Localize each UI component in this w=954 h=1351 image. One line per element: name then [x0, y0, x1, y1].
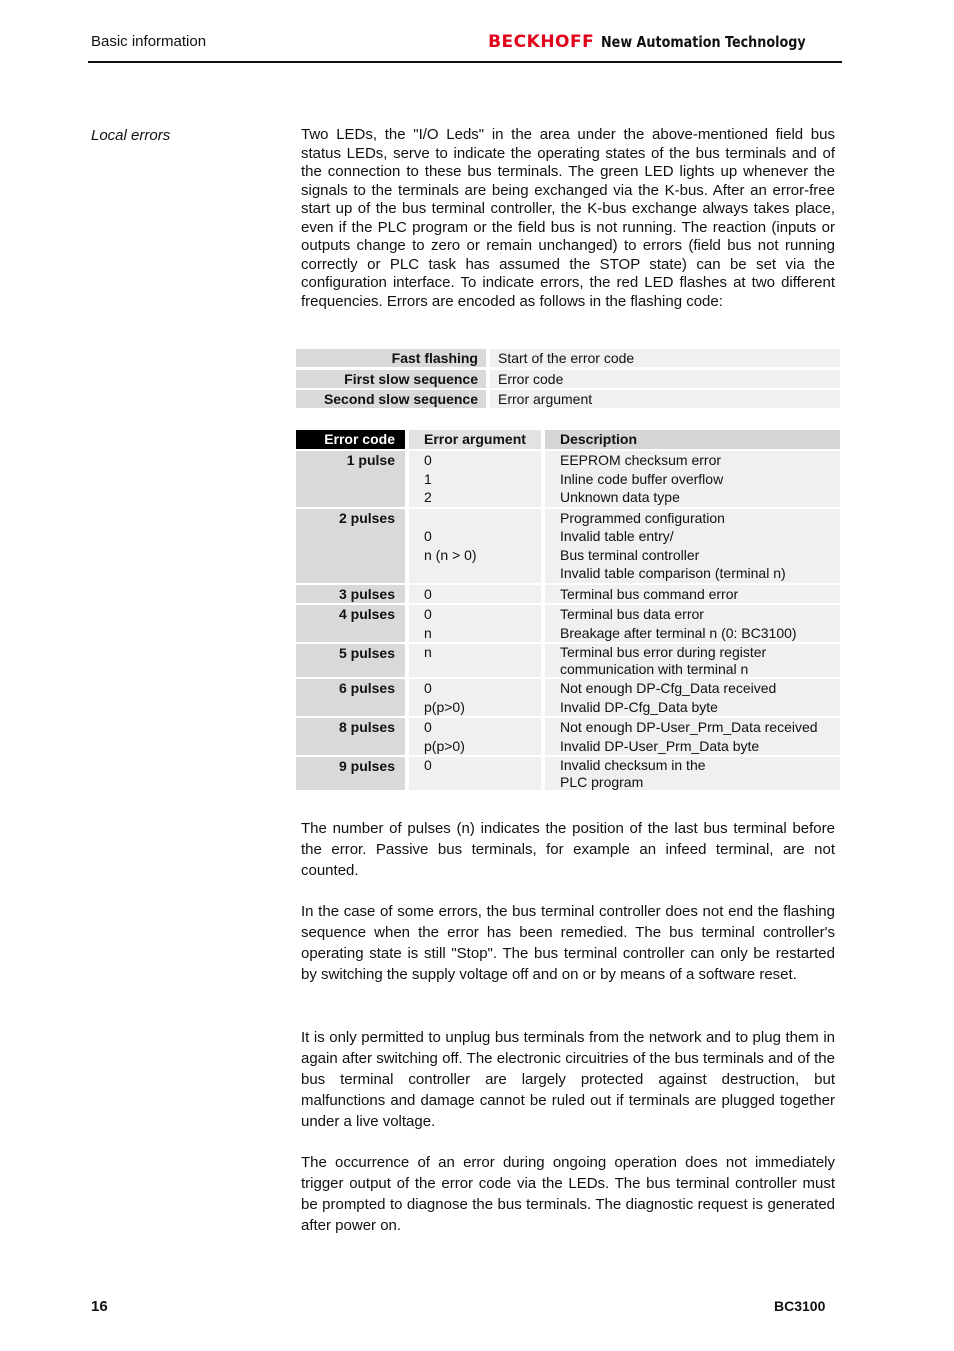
flash-code-row	[296, 390, 840, 408]
margin-heading: Local errors	[91, 127, 171, 144]
description-line: Bus terminal controller	[560, 546, 700, 563]
description-line: Unknown data type	[560, 489, 680, 505]
description-line: Not enough DP-Cfg_Data received	[560, 680, 777, 696]
description-cell	[545, 451, 840, 507]
error-code-cell	[296, 509, 405, 583]
description-line: Programmed configuration	[560, 509, 725, 526]
error-code-value: 8 pulses	[338, 719, 395, 735]
error-argument-cell	[409, 679, 541, 716]
description-line: Terminal bus error during register	[560, 644, 767, 660]
description-line: EEPROM checksum error	[560, 452, 722, 468]
description-cell	[545, 757, 840, 790]
description-line: Invalid table entry/	[560, 528, 674, 544]
description-line: Terminal bus data error	[560, 606, 704, 622]
error-argument-value: p(p>0)	[424, 737, 465, 754]
error-argument-cell	[409, 451, 541, 507]
table-header-row	[296, 430, 840, 449]
flash-code-value: Error argument	[490, 390, 840, 408]
description-cell	[545, 605, 840, 642]
header-error-argument: Error argument	[409, 430, 541, 449]
error-code-cell	[296, 757, 405, 790]
flash-code-value: Error code	[490, 370, 840, 388]
body-paragraph: In the case of some errors, the bus terminal controller does not end the flashing sequence when the error has been remedied. The bus terminal controller's operating state is still "Stop". The bus terminal controller can only be restarted by switching the supply voltage off and on or by means of a software reset.	[301, 903, 835, 983]
error-code-cell	[296, 605, 405, 642]
error-code-table	[296, 430, 840, 792]
body-paragraph: The occurrence of an error during ongoing operation does not immediately trigger output of the error code via the LEDs. The bus terminal controller must be prompted to diagnose the bus terminals. The diagnostic request is generated after power on.	[301, 1154, 835, 1234]
header-divider	[88, 61, 842, 63]
error-argument-value	[424, 564, 541, 583]
brand-name: BECKHOFF	[488, 32, 595, 52]
description-line: Inline code buffer overflow	[560, 470, 724, 487]
error-argument-value: 0	[424, 680, 432, 696]
flash-code-key: Fast flashing	[296, 349, 486, 367]
error-argument-value: 2	[424, 489, 432, 505]
error-argument-value: 1	[424, 470, 432, 487]
table-row	[296, 585, 840, 604]
error-argument-value	[424, 774, 541, 791]
error-code-cell	[296, 644, 405, 677]
header-section-title: Basic information	[91, 33, 207, 50]
table-body	[296, 451, 840, 790]
brand-tagline: New Automation Technology	[601, 33, 806, 51]
error-argument-cell	[409, 757, 541, 790]
error-argument-value: p(p>0)	[424, 698, 465, 715]
page-number: 16	[91, 1298, 108, 1315]
flash-code-table	[296, 349, 840, 411]
table-row	[296, 757, 840, 790]
error-code-value: 3 pulses	[338, 585, 395, 602]
error-argument-value: 0	[424, 719, 432, 735]
error-argument-value: 0	[424, 585, 432, 602]
error-code-value: 6 pulses	[338, 680, 395, 696]
table-row	[296, 451, 840, 507]
table-row	[296, 718, 840, 755]
error-argument-cell	[409, 605, 541, 642]
error-code-cell	[296, 451, 405, 507]
error-code-value: 5 pulses	[338, 645, 395, 661]
error-argument-cell	[409, 718, 541, 755]
error-code-value: 1 pulse	[346, 452, 395, 468]
description-cell	[545, 679, 840, 716]
error-code-cell	[296, 718, 405, 755]
error-code-cell	[296, 585, 405, 604]
flash-code-key: Second slow sequence	[296, 390, 486, 408]
description-line: PLC program	[560, 773, 644, 790]
description-line: communication with terminal n	[560, 660, 749, 677]
error-code-value: 4 pulses	[338, 606, 395, 622]
table-row	[296, 605, 840, 642]
description-cell	[545, 509, 840, 583]
description-line: Invalid DP-Cfg_Data byte	[560, 698, 718, 715]
error-argument-value	[424, 509, 541, 528]
error-argument-value: n	[424, 624, 432, 641]
error-argument-value	[424, 661, 541, 678]
error-argument-value: n	[424, 644, 432, 660]
error-argument-value: n (n > 0)	[424, 546, 477, 563]
intro-paragraph: Two LEDs, the "I/O Leds" in the area under the above-mentioned field bus status LEDs, serve to indicate the operating states of the bus terminals and of the connection to these bus terminals. The green LED lights up whenever the signals to the terminals are being exchanged via the K-bus. After an error-free start up of the bus terminal controller, the K-bus exchange always takes place, even if the PLC program or the field bus is not running. The reaction (inputs or outputs change to zero or remain unchanged) to errors (field bus not running correctly or PLC task has assumed the STOP state) can be set via the configuration interface. To indicate errors, the red LED flashes at two different frequencies. Errors are encoded as follows in the flashing code:	[301, 126, 835, 310]
error-code-cell	[296, 679, 405, 716]
body-paragraph: The number of pulses (n) indicates the position of the last bus terminal before the error. Passive bus terminals, for example an infeed terminal, are not counted.	[301, 820, 835, 879]
header-description: Description	[545, 430, 840, 449]
flash-code-row	[296, 349, 840, 367]
description-line: Invalid DP-User_Prm_Data byte	[560, 737, 760, 754]
error-code-value: 2 pulses	[338, 509, 395, 526]
description-cell	[545, 644, 840, 677]
description-line: Invalid table comparison (terminal n)	[560, 565, 786, 581]
error-argument-value: 0	[424, 452, 432, 468]
error-argument-value: 0	[424, 757, 432, 773]
table-row	[296, 509, 840, 583]
description-line: Breakage after terminal n (0: BC3100)	[560, 624, 797, 641]
flash-code-row	[296, 370, 840, 388]
brand-logo	[488, 32, 842, 52]
body-paragraph: It is only permitted to unplug bus terminals from the network and to plug them in again after switching off. The electronic circuitries of the bus terminals and of the bus terminal controller are largely protected against destruction, but malfunctions and damage cannot be ruled out if terminals are plugged together under a live voltage.	[301, 1029, 835, 1130]
error-argument-cell	[409, 585, 541, 604]
flash-code-key: First slow sequence	[296, 370, 486, 388]
description-line: Invalid checksum in the	[560, 757, 706, 773]
error-argument-cell	[409, 644, 541, 677]
table-row	[296, 644, 840, 677]
description-line: Terminal bus command error	[560, 585, 739, 602]
flash-code-value: Start of the error code	[490, 349, 840, 367]
header-error-code: Error code	[296, 430, 405, 449]
description-cell	[545, 718, 840, 755]
error-argument-value: 0	[424, 606, 432, 622]
error-argument-value: 0	[424, 528, 432, 544]
error-code-value: 9 pulses	[338, 758, 395, 774]
error-argument-cell	[409, 509, 541, 583]
description-line: Not enough DP-User_Prm_Data received	[560, 719, 818, 735]
product-name: BC3100	[774, 1298, 826, 1314]
description-cell	[545, 585, 840, 604]
table-row	[296, 679, 840, 716]
